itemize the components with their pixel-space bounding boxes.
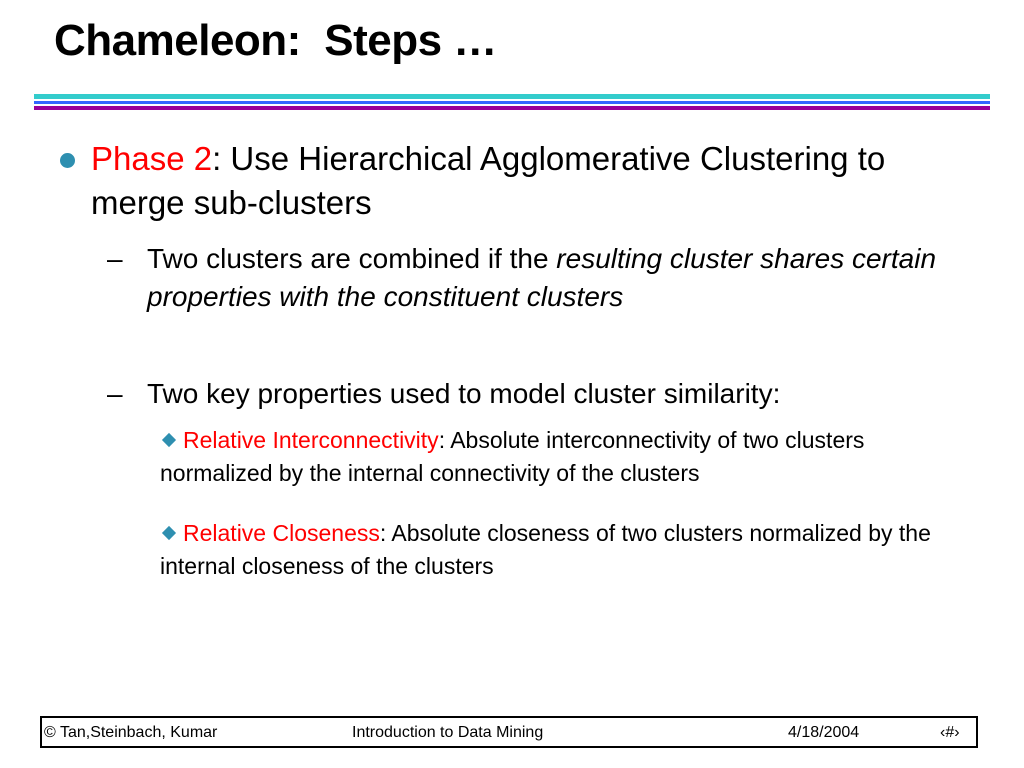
phase-description: : Use Hierarchical Agglomerative Clustering to merge sub-clusters (91, 140, 886, 221)
footer-date: 4/18/2004 (788, 724, 860, 741)
title-rule-blue (34, 101, 990, 104)
property-term: Relative Closeness (183, 520, 380, 546)
sub-bullet-emphasis: resulting cluster shares certain properties with the constituent clusters (147, 243, 937, 312)
property-relative-interconnectivity (160, 424, 970, 490)
bullet-dot-icon (60, 153, 75, 168)
footer-course: Introduction to Data Mining (352, 724, 544, 741)
footer-page-number: ‹#› (940, 724, 960, 741)
title-rule-cyan (34, 94, 990, 99)
footer-copyright: © Tan,Steinbach, Kumar (44, 724, 218, 741)
sub-bullet-combine-rule (147, 240, 987, 316)
dash-icon: – (107, 378, 123, 409)
bullet-phase-2 (91, 137, 911, 225)
property-description: : Absolute closeness of two clusters normalized by the internal closeness of the clusters (160, 520, 931, 579)
diamond-bullet-icon (162, 433, 176, 447)
title-rule-purple (34, 106, 990, 110)
dash-icon: – (107, 243, 123, 274)
slide-title: Chameleon: Steps … (54, 16, 497, 65)
property-term: Relative Interconnectivity (183, 427, 439, 453)
sub-bullet-text: Two clusters are combined if the (147, 243, 557, 274)
property-relative-closeness (160, 517, 970, 583)
slide-footer (40, 716, 978, 748)
diamond-bullet-icon (162, 526, 176, 540)
phase-label: Phase 2 (91, 140, 213, 177)
property-description: : Absolute interconnectivity of two clusters normalized by the internal connectivity of the clusters (160, 427, 865, 486)
sub-bullet-text: Two key properties used to model cluster similarity: (147, 378, 781, 409)
sub-bullet-key-properties (147, 375, 987, 413)
